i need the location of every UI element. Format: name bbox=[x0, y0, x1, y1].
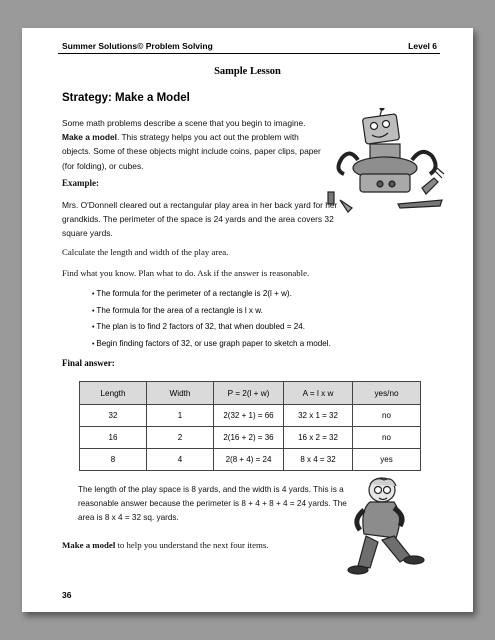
header-width: Width bbox=[147, 382, 214, 405]
table-cell: 32 x 1 = 32 bbox=[284, 405, 353, 427]
page-number: 36 bbox=[62, 590, 72, 600]
example-label: Example: bbox=[62, 178, 99, 188]
header-length: Length bbox=[80, 382, 147, 405]
calculate-text: Calculate the length and width of the play area. bbox=[62, 247, 229, 257]
list-item: • The formula for the area of a rectangle is l x w. bbox=[92, 303, 331, 320]
header-perimeter: P = 2(l + w) bbox=[214, 382, 284, 405]
table-cell: 16 bbox=[80, 427, 147, 449]
old-man-illustration bbox=[340, 476, 432, 584]
table-cell: 8 x 4 = 32 bbox=[284, 449, 353, 471]
list-item: • Begin finding factors of 32, or use graph paper to sketch a model. bbox=[92, 336, 331, 353]
table-cell: 32 bbox=[80, 405, 147, 427]
table-cell: 2(32 + 1) = 66 bbox=[214, 405, 284, 427]
table-row bbox=[80, 427, 421, 449]
answer-table bbox=[79, 381, 421, 471]
table-cell: 4 bbox=[147, 449, 214, 471]
header-title: Summer Solutions© Problem Solving bbox=[62, 41, 213, 51]
model-line-bold: Make a model bbox=[62, 540, 116, 550]
final-answer-label: Final answer: bbox=[62, 358, 115, 368]
model-line bbox=[62, 538, 268, 552]
header-level: Level 6 bbox=[408, 41, 437, 51]
page-title: Sample Lesson bbox=[214, 66, 281, 77]
table-cell: 1 bbox=[147, 405, 214, 427]
bullet-list bbox=[92, 286, 331, 352]
intro-text-2: . This strategy helps you act out the problem with objects. Some of these objects might include coins, paper clips, paper (for folding), or cubes. bbox=[62, 132, 321, 171]
problem-text: Mrs. O'Donnell cleared out a rectangular play area in her back yard for her grandkids. The perimeter of the space is 24 yards and the area covers 32 square yards. bbox=[62, 200, 338, 239]
table-cell: 2 bbox=[147, 427, 214, 449]
conclusion-text: The length of the play space is 8 yards, and the width is 4 yards. This is a reasonable answer because the perimeter is 8 + 4 + 8 + 4 = 24 yards. The area is 8 x 4 = 32 sq. yards. bbox=[78, 485, 347, 523]
intro-paragraph bbox=[62, 116, 324, 173]
table-cell: 2(8 + 4) = 24 bbox=[214, 449, 284, 471]
table-cell: yes bbox=[353, 449, 421, 471]
model-line-rest: to help you understand the next four items. bbox=[115, 540, 269, 550]
table-header-row bbox=[80, 382, 421, 405]
header-yes-no: yes/no bbox=[353, 382, 421, 405]
list-item: • The plan is to find 2 factors of 32, that when doubled = 24. bbox=[92, 319, 331, 336]
intro-text-1: Some math problems describe a scene that you begin to imagine. bbox=[62, 118, 306, 128]
table-cell: no bbox=[353, 427, 421, 449]
table-cell: no bbox=[353, 405, 421, 427]
list-item: • The formula for the perimeter of a rectangle is 2(l + w). bbox=[92, 286, 331, 303]
table-row bbox=[80, 449, 421, 471]
table-cell: 2(16 + 2) = 36 bbox=[214, 427, 284, 449]
table-row bbox=[80, 405, 421, 427]
table-cell: 8 bbox=[80, 449, 147, 471]
find-text: Find what you know. Plan what to do. Ask if the answer is reasonable. bbox=[62, 268, 310, 278]
header-area: A = l x w bbox=[284, 382, 353, 405]
worksheet-page bbox=[22, 28, 473, 612]
intro-bold: Make a model bbox=[62, 132, 117, 143]
table-cell: 16 x 2 = 32 bbox=[284, 427, 353, 449]
header-rule bbox=[58, 53, 440, 54]
strategy-heading: Strategy: Make a Model bbox=[62, 92, 190, 104]
